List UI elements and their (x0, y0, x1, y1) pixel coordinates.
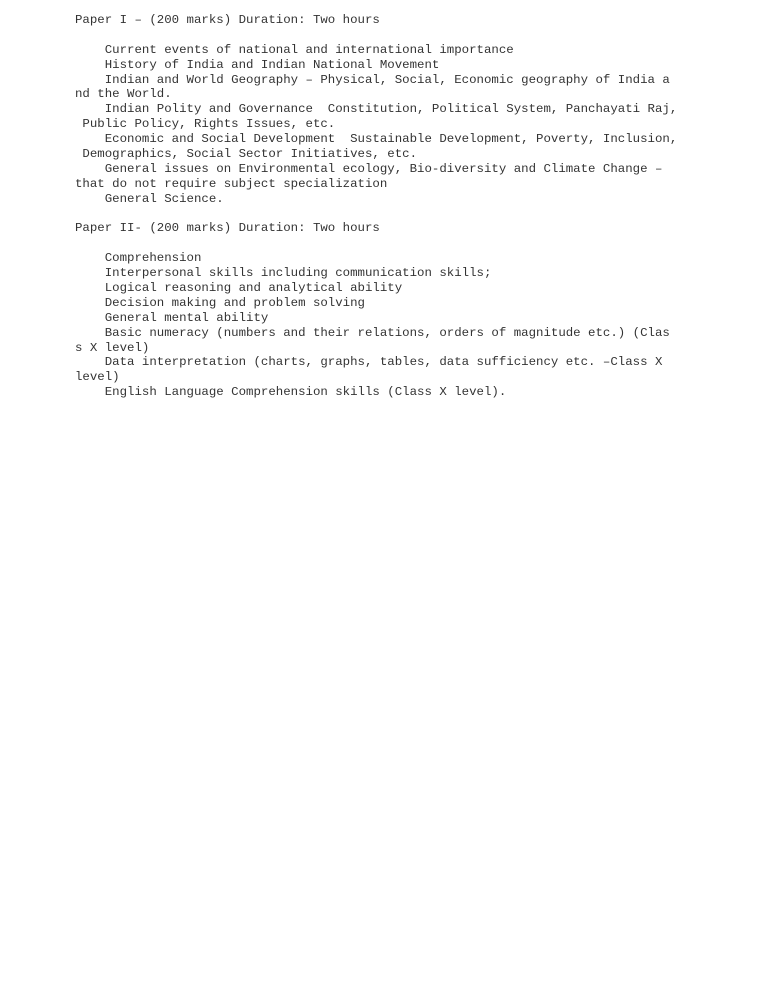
paper-1-line: Indian Polity and Governance Constitution, Political System, Panchayati Raj, (75, 102, 678, 117)
paper-1-line: Economic and Social Development Sustainable Development, Poverty, Inclusion, (75, 132, 678, 147)
paper-2-line: Interpersonal skills including communication skills; (75, 266, 492, 281)
paper-2-heading: Paper II- (200 marks) Duration: Two hours (75, 221, 380, 236)
paper-1-line: History of India and Indian National Movement (75, 57, 440, 72)
spacer (75, 236, 695, 251)
paper-2-line: Logical reasoning and analytical ability (75, 281, 403, 296)
paper-2-line: Comprehension (75, 251, 202, 266)
paper-1-line: General issues on Environmental ecology, Bio-diversity and Climate Change – (75, 161, 663, 176)
paper-2-line: level) (75, 370, 120, 385)
paper-2-line: English Language Comprehension skills (Class X level). (75, 385, 507, 400)
spacer (75, 207, 695, 222)
paper-1-heading: Paper I – (200 marks) Duration: Two hours (75, 13, 380, 27)
paper-2-line: Basic numeracy (numbers and their relations, orders of magnitude etc.) (Clas (75, 325, 670, 340)
spacer (75, 28, 695, 43)
paper-1-line: Demographics, Social Sector Initiatives, etc. (75, 147, 418, 162)
paper-2-line: General mental ability (75, 310, 269, 325)
paper-1-line: General Science. (75, 191, 224, 206)
paper-2-line: Decision making and problem solving (75, 295, 365, 310)
paper-1-line: Indian and World Geography – Physical, Social, Economic geography of India a (75, 72, 670, 87)
paper-2-line: s X level) (75, 340, 150, 355)
paper-1-line: Current events of national and international importance (75, 42, 514, 57)
paper-1-line: nd the World. (75, 87, 172, 102)
document-body (75, 13, 695, 400)
paper-1-line: Public Policy, Rights Issues, etc. (75, 117, 336, 132)
paper-1-line: that do not require subject specialization (75, 176, 388, 191)
paper-2-line: Data interpretation (charts, graphs, tables, data sufficiency etc. –Class X (75, 355, 663, 370)
